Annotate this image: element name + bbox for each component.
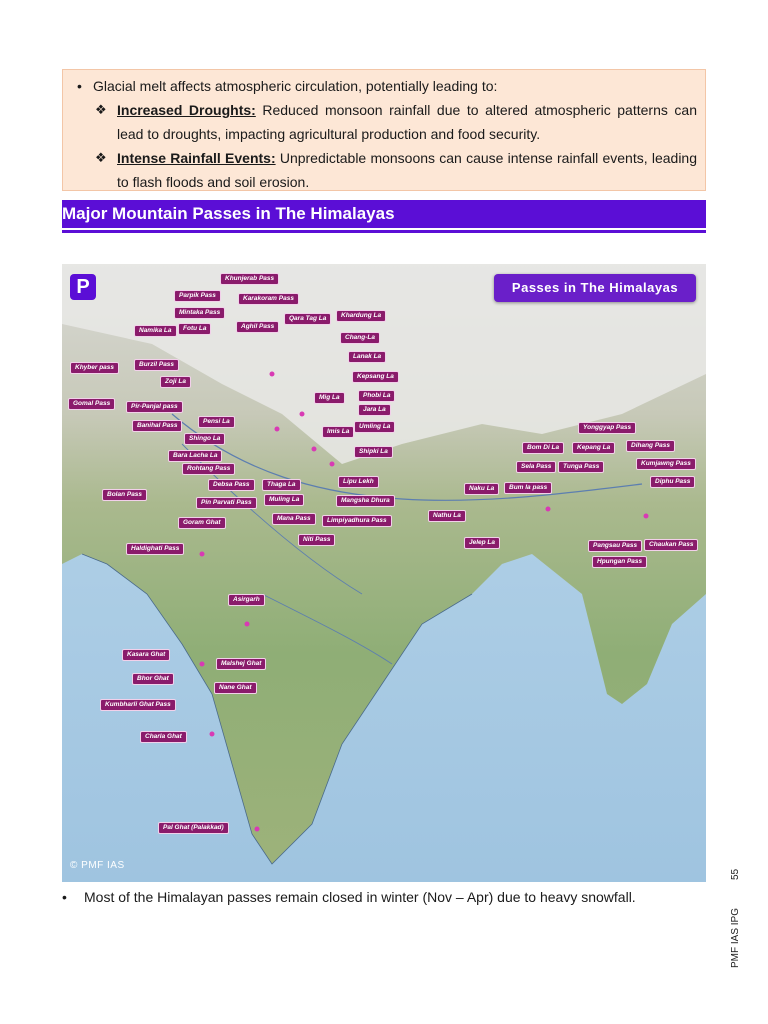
pass-label: Phobi La <box>358 390 395 402</box>
pass-marker <box>644 514 649 519</box>
pass-label: Tunga Pass <box>558 461 604 473</box>
pass-label: Jelep La <box>464 537 500 549</box>
pass-label: Goram Ghat <box>178 517 226 529</box>
pass-marker <box>245 622 250 627</box>
pass-label: Kasara Ghat <box>122 649 170 661</box>
pass-label: Pir-Panjal pass <box>126 401 183 413</box>
pass-label: Zoji La <box>160 376 191 388</box>
callout-item-droughts <box>71 98 697 146</box>
pass-label: Khardung La <box>336 310 386 322</box>
pass-label: Chang-La <box>340 332 380 344</box>
pass-label: Umling La <box>354 421 395 433</box>
pass-label: Mangsha Dhura <box>336 495 395 507</box>
pass-label: Khyber pass <box>70 362 119 374</box>
pass-marker <box>200 552 205 557</box>
callout-term: Intense Rainfall Events: <box>117 150 276 166</box>
pass-label: Lanak La <box>348 351 386 363</box>
page-number: 55 <box>730 868 741 880</box>
callout-lead: • Glacial melt affects atmospheric circulation, potentially leading to: <box>71 74 697 98</box>
pass-label: Kepang La <box>572 442 615 454</box>
pass-label: Asirgarh <box>228 594 265 606</box>
pass-label: Hpungan Pass <box>592 556 647 568</box>
pass-label: Bhor Ghat <box>132 673 174 685</box>
bottom-bullet: • Most of the Himalayan passes remain closed in winter (Nov – Apr) due to heavy snowfall. <box>62 888 706 906</box>
pass-label: Diphu Pass <box>650 476 695 488</box>
pass-label: Bolan Pass <box>102 489 147 501</box>
map-credit: © PMF IAS <box>70 860 125 871</box>
pass-label: Naku La <box>464 483 499 495</box>
pass-marker <box>275 427 280 432</box>
pass-label: Bom Di La <box>522 442 564 454</box>
pass-label: Lipu Lekh <box>338 476 379 488</box>
pass-label: Sela Pass <box>516 461 556 473</box>
heading-rule <box>62 230 706 233</box>
pass-label: Dihang Pass <box>626 440 675 452</box>
pass-label: Namika La <box>134 325 177 337</box>
himalaya-passes-map <box>62 264 706 882</box>
diamond-bullet-icon: ❖ <box>95 150 107 165</box>
pass-marker <box>300 412 305 417</box>
pass-label: Nathu La <box>428 510 466 522</box>
pass-label: Shingo La <box>184 433 225 445</box>
pass-label: Khunjerab Pass <box>220 273 279 285</box>
pass-label: Pangsau Pass <box>588 540 642 552</box>
footer-brand: PMF IAS IPG <box>730 907 741 968</box>
pass-label: Gomal Pass <box>68 398 115 410</box>
pass-label: Nane Ghat <box>214 682 257 694</box>
callout-box <box>62 69 706 191</box>
pass-label: Chaukan Pass <box>644 539 698 551</box>
map-title: Passes in The Himalayas <box>494 274 696 302</box>
pass-label: Pin Parvati Pass <box>196 497 257 509</box>
diamond-bullet-icon: ❖ <box>95 102 107 117</box>
pass-label: Kumbharli Ghat Pass <box>100 699 176 711</box>
callout-term: Increased Droughts: <box>117 102 256 118</box>
pass-label: Mana Pass <box>272 513 316 525</box>
pass-label: Pensi La <box>198 416 235 428</box>
section-heading: Major Mountain Passes in The Himalayas <box>62 200 706 228</box>
pass-label: Mig La <box>314 392 345 404</box>
pass-label: Haldighati Pass <box>126 543 184 555</box>
pass-label: Imis La <box>322 426 354 438</box>
pass-label: Jara La <box>358 404 391 416</box>
pass-label: Banihal Pass <box>132 420 182 432</box>
pass-label: Thaga La <box>262 479 301 491</box>
pass-marker <box>546 507 551 512</box>
pass-label: Pal Ghat (Palakkad) <box>158 822 229 834</box>
pass-label: Shipki La <box>354 446 393 458</box>
pass-label: Rohtang Pass <box>182 463 235 475</box>
pmf-logo: P <box>70 274 96 300</box>
pass-marker <box>312 447 317 452</box>
pass-label: Muling La <box>264 494 304 506</box>
pass-label: Niti Pass <box>298 534 335 546</box>
pass-label: Parpik Pass <box>174 290 221 302</box>
pass-label: Mintaka Pass <box>174 307 225 319</box>
pass-label: Kumjawng Pass <box>636 458 696 470</box>
pass-label: Malshej Ghat <box>216 658 266 670</box>
pass-marker <box>270 372 275 377</box>
pass-label: Fotu La <box>178 323 211 335</box>
pass-label: Bara Lacha La <box>168 450 222 462</box>
pass-label: Kepsang La <box>352 371 399 383</box>
side-footer <box>724 840 748 970</box>
pass-label: Yonggyap Pass <box>578 422 636 434</box>
pass-label: Bum la pass <box>504 482 552 494</box>
pass-label: Karakoram Pass <box>238 293 299 305</box>
pass-label: Debsa Pass <box>208 479 255 491</box>
pass-label: Charla Ghat <box>140 731 187 743</box>
pass-marker <box>330 462 335 467</box>
pass-marker <box>210 732 215 737</box>
callout-text: Reduced monsoon rainfall due to altered atmospheric patterns can lead to droughts, impacting agricultural production and food security. <box>117 102 697 142</box>
pass-label: Aghil Pass <box>236 321 279 333</box>
pass-label: Qara Tag La <box>284 313 331 325</box>
callout-text: Unpredictable monsoons can cause intense rainfall events, leading to flash floods and soil erosion. <box>117 150 697 190</box>
pass-label: Limpiyadhura Pass <box>322 515 392 527</box>
pass-marker <box>255 827 260 832</box>
pass-label: Burzil Pass <box>134 359 179 371</box>
pass-marker <box>200 662 205 667</box>
callout-item-rainfall <box>71 146 697 194</box>
